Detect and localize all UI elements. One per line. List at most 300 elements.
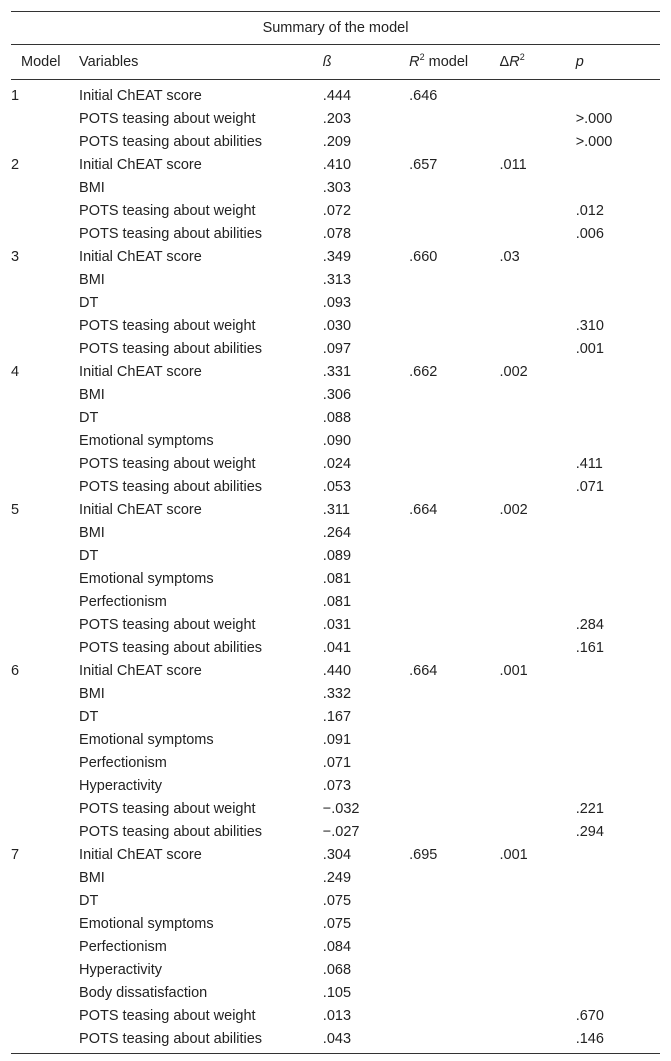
cell-beta: .440 xyxy=(322,662,352,679)
cell-variable: Perfectionism xyxy=(79,593,167,610)
cell-variable: POTS teasing about weight xyxy=(79,317,256,334)
table-row xyxy=(11,728,660,751)
cell-variable: Hyperactivity xyxy=(79,777,163,794)
cell-model xyxy=(11,682,79,705)
cell-p xyxy=(576,981,660,1004)
cell-r2-model: .660 xyxy=(409,248,438,265)
table-row xyxy=(11,452,660,475)
table-row xyxy=(11,383,660,406)
cell-variable: POTS teasing about weight xyxy=(79,455,256,472)
cell-p xyxy=(576,383,660,406)
cell-beta: .078 xyxy=(322,225,352,242)
cell-beta: .097 xyxy=(322,340,352,357)
cell-delta-r2 xyxy=(500,475,576,498)
cell-variable: Initial ChEAT score xyxy=(79,846,202,863)
cell-p: .012 xyxy=(575,202,604,219)
table-row xyxy=(11,199,660,222)
cell-beta: .313 xyxy=(322,271,352,288)
cell-beta: .089 xyxy=(322,547,352,564)
cell-r2-model xyxy=(409,705,499,728)
cell-variable: Emotional symptoms xyxy=(79,731,214,748)
cell-p xyxy=(576,176,660,199)
cell-delta-r2 xyxy=(500,636,576,659)
cell-delta-r2 xyxy=(500,406,576,429)
cell-p xyxy=(576,682,660,705)
cell-delta-r2 xyxy=(500,889,576,912)
cell-model xyxy=(11,912,79,935)
cell-p xyxy=(576,659,660,682)
cell-model xyxy=(11,981,79,1004)
cell-model: 4 xyxy=(11,363,20,380)
cell-beta: .264 xyxy=(322,524,352,541)
cell-p xyxy=(576,567,660,590)
cell-p: >.000 xyxy=(575,133,613,150)
cell-variable: BMI xyxy=(79,524,105,541)
cell-model xyxy=(11,935,79,958)
table-row xyxy=(11,130,660,153)
cell-variable: Emotional symptoms xyxy=(79,432,214,449)
cell-model: 7 xyxy=(11,846,20,863)
header-beta xyxy=(323,45,409,80)
table-row xyxy=(11,682,660,705)
cell-beta: .071 xyxy=(322,754,352,771)
cell-variable: Initial ChEAT score xyxy=(79,662,202,679)
cell-variable: POTS teasing about abilities xyxy=(79,823,263,840)
cell-beta: .331 xyxy=(322,363,352,380)
cell-r2-model xyxy=(409,107,499,130)
header-p-letter: p xyxy=(575,54,584,70)
cell-variable: BMI xyxy=(79,271,105,288)
table-row xyxy=(11,774,660,797)
cell-delta-r2 xyxy=(500,682,576,705)
cell-r2-model xyxy=(409,613,499,636)
cell-r2-model xyxy=(409,1004,499,1027)
cell-p: .006 xyxy=(575,225,604,242)
cell-r2-model xyxy=(409,314,499,337)
cell-r2-model xyxy=(409,567,499,590)
cell-delta-r2: .002 xyxy=(499,501,528,518)
cell-model xyxy=(11,521,79,544)
cell-r2-model: .695 xyxy=(409,846,438,863)
cell-beta: .444 xyxy=(322,87,352,104)
cell-delta-r2 xyxy=(500,199,576,222)
cell-model xyxy=(11,475,79,498)
cell-variable: BMI xyxy=(79,386,105,403)
table-row xyxy=(11,475,660,498)
table-row xyxy=(11,80,660,108)
cell-beta: −.027 xyxy=(322,823,360,840)
table-row xyxy=(11,705,660,728)
cell-delta-r2 xyxy=(500,751,576,774)
cell-p: .146 xyxy=(576,1027,660,1054)
cell-r2-model xyxy=(409,797,499,820)
cell-r2-model xyxy=(409,1027,499,1054)
cell-p xyxy=(576,153,660,176)
cell-p: .221 xyxy=(575,800,604,817)
table-row xyxy=(11,797,660,820)
cell-model xyxy=(11,774,79,797)
cell-p xyxy=(576,245,660,268)
cell-delta-r2 xyxy=(500,981,576,1004)
cell-p xyxy=(576,866,660,889)
cell-model xyxy=(11,1027,79,1054)
table-header-row xyxy=(11,45,660,80)
cell-p xyxy=(576,544,660,567)
cell-model xyxy=(11,889,79,912)
cell-model xyxy=(11,406,79,429)
cell-model xyxy=(11,728,79,751)
cell-delta-r2 xyxy=(500,80,576,108)
cell-delta-r2 xyxy=(500,107,576,130)
cell-r2-model xyxy=(409,935,499,958)
cell-r2-model xyxy=(409,130,499,153)
cell-variable: Initial ChEAT score xyxy=(79,248,202,265)
table-row xyxy=(11,498,660,521)
cell-model xyxy=(11,797,79,820)
cell-model xyxy=(11,636,79,659)
cell-model xyxy=(11,590,79,613)
cell-delta-r2 xyxy=(500,130,576,153)
table-row xyxy=(11,314,660,337)
cell-model xyxy=(11,199,79,222)
model-summary-table-container xyxy=(11,11,660,1054)
cell-r2-model xyxy=(409,176,499,199)
cell-p xyxy=(576,521,660,544)
cell-beta: .081 xyxy=(322,570,352,587)
cell-delta-r2 xyxy=(500,820,576,843)
cell-beta: .088 xyxy=(322,409,352,426)
cell-delta-r2 xyxy=(500,222,576,245)
table-row xyxy=(11,268,660,291)
cell-model xyxy=(11,291,79,314)
table-row xyxy=(11,613,660,636)
cell-variable: Perfectionism xyxy=(79,754,167,771)
cell-delta-r2 xyxy=(500,1004,576,1027)
cell-delta-r2 xyxy=(500,567,576,590)
cell-variable: POTS teasing about abilities xyxy=(79,639,263,656)
cell-variable: POTS teasing about weight xyxy=(79,110,256,127)
cell-beta: .410 xyxy=(322,156,352,173)
cell-beta: .053 xyxy=(322,478,352,495)
cell-variable: BMI xyxy=(79,685,105,702)
cell-delta-r2: .001 xyxy=(499,662,528,679)
cell-r2-model xyxy=(409,383,499,406)
cell-variable: DT xyxy=(79,892,99,909)
cell-delta-r2 xyxy=(500,774,576,797)
table-row xyxy=(11,245,660,268)
cell-variable: Emotional symptoms xyxy=(79,570,214,587)
table-caption-row xyxy=(11,12,660,45)
cell-variable: POTS teasing about weight xyxy=(79,1007,256,1024)
cell-model xyxy=(11,337,79,360)
cell-model: 3 xyxy=(11,248,20,265)
table-row xyxy=(11,544,660,567)
cell-p: .284 xyxy=(575,616,604,633)
cell-delta-r2 xyxy=(500,705,576,728)
cell-p xyxy=(576,705,660,728)
cell-delta-r2: .001 xyxy=(499,846,528,863)
cell-model: 5 xyxy=(11,501,20,518)
cell-delta-r2 xyxy=(500,590,576,613)
cell-model xyxy=(11,751,79,774)
header-r2-letter: R xyxy=(409,54,420,70)
cell-variable: POTS teasing about weight xyxy=(79,202,256,219)
cell-delta-r2 xyxy=(500,958,576,981)
cell-beta: .068 xyxy=(322,961,352,978)
header-r2-superscript: 2 xyxy=(419,52,425,63)
cell-variable: Initial ChEAT score xyxy=(79,156,202,173)
cell-model xyxy=(11,383,79,406)
cell-beta: .303 xyxy=(322,179,352,196)
cell-r2-model xyxy=(409,728,499,751)
cell-r2-model xyxy=(409,889,499,912)
cell-delta-r2 xyxy=(500,521,576,544)
cell-variable: POTS teasing about abilities xyxy=(79,1027,323,1054)
cell-r2-model xyxy=(409,521,499,544)
cell-r2-model xyxy=(409,475,499,498)
cell-model xyxy=(11,820,79,843)
cell-beta: .073 xyxy=(322,777,352,794)
cell-delta-r2 xyxy=(500,1027,576,1054)
cell-model: 6 xyxy=(11,662,20,679)
table-row xyxy=(11,751,660,774)
cell-beta: .093 xyxy=(322,294,352,311)
table-row xyxy=(11,843,660,866)
cell-r2-model xyxy=(409,682,499,705)
cell-p xyxy=(576,751,660,774)
cell-r2-model: .646 xyxy=(409,87,438,104)
cell-r2-model xyxy=(409,544,499,567)
table-caption: Summary of the model xyxy=(11,12,660,45)
cell-p xyxy=(576,268,660,291)
cell-p: .071 xyxy=(575,478,604,495)
cell-model xyxy=(11,567,79,590)
cell-delta-r2: .002 xyxy=(499,363,528,380)
cell-beta: .304 xyxy=(322,846,352,863)
cell-variable: POTS teasing about abilities xyxy=(79,133,263,150)
cell-variable: Emotional symptoms xyxy=(79,915,214,932)
cell-r2-model xyxy=(409,337,499,360)
cell-variable: DT xyxy=(79,708,99,725)
cell-r2-model xyxy=(409,429,499,452)
cell-delta-r2 xyxy=(500,337,576,360)
cell-r2-model xyxy=(409,958,499,981)
table-row xyxy=(11,429,660,452)
cell-model xyxy=(11,268,79,291)
cell-p xyxy=(576,958,660,981)
header-delta-r-letter: R xyxy=(509,54,520,70)
cell-r2-model xyxy=(409,268,499,291)
cell-beta: .030 xyxy=(322,317,352,334)
cell-beta: .024 xyxy=(322,455,352,472)
header-delta-r2 xyxy=(500,45,576,80)
cell-model xyxy=(11,429,79,452)
table-row xyxy=(11,521,660,544)
cell-delta-r2 xyxy=(500,912,576,935)
cell-variable: POTS teasing about abilities xyxy=(79,225,263,242)
cell-beta: .013 xyxy=(322,1007,352,1024)
cell-r2-model xyxy=(409,866,499,889)
table-row xyxy=(11,222,660,245)
cell-p xyxy=(576,912,660,935)
cell-p: .161 xyxy=(575,639,604,656)
table-row xyxy=(11,153,660,176)
cell-variable: BMI xyxy=(79,869,105,886)
cell-beta: .084 xyxy=(322,938,352,955)
cell-variable: DT xyxy=(79,409,99,426)
cell-variable: Initial ChEAT score xyxy=(79,363,202,380)
cell-variable: BMI xyxy=(79,179,105,196)
table-row xyxy=(11,406,660,429)
cell-p xyxy=(576,498,660,521)
cell-variable: Initial ChEAT score xyxy=(79,501,202,518)
table-row xyxy=(11,1027,660,1054)
cell-delta-r2 xyxy=(500,797,576,820)
cell-p: .411 xyxy=(575,455,603,472)
cell-r2-model xyxy=(409,199,499,222)
cell-model xyxy=(11,222,79,245)
cell-beta: .332 xyxy=(322,685,352,702)
header-beta-symbol: ß xyxy=(322,54,332,70)
cell-variable: POTS teasing about weight xyxy=(79,800,256,817)
header-p xyxy=(576,45,660,80)
cell-variable: Initial ChEAT score xyxy=(79,87,202,104)
cell-beta: .167 xyxy=(322,708,352,725)
table-row xyxy=(11,176,660,199)
cell-delta-r2 xyxy=(500,866,576,889)
cell-beta: .043 xyxy=(323,1027,409,1054)
cell-r2-model xyxy=(409,820,499,843)
cell-p: .310 xyxy=(575,317,604,334)
header-r2-suffix: model xyxy=(424,54,469,70)
cell-model xyxy=(11,314,79,337)
cell-model xyxy=(11,958,79,981)
cell-delta-r2 xyxy=(500,728,576,751)
cell-delta-r2 xyxy=(500,544,576,567)
cell-p xyxy=(576,728,660,751)
cell-r2-model xyxy=(409,406,499,429)
cell-variable: Perfectionism xyxy=(79,938,167,955)
cell-variable: POTS teasing about abilities xyxy=(79,478,263,495)
cell-variable: POTS teasing about abilities xyxy=(79,340,263,357)
table-row xyxy=(11,958,660,981)
cell-delta-r2 xyxy=(500,613,576,636)
cell-variable: POTS teasing about weight xyxy=(79,616,256,633)
cell-p xyxy=(576,843,660,866)
cell-r2-model xyxy=(409,590,499,613)
cell-r2-model xyxy=(409,291,499,314)
cell-beta: .090 xyxy=(322,432,352,449)
cell-r2-model: .662 xyxy=(409,363,438,380)
cell-model xyxy=(11,452,79,475)
cell-beta: .081 xyxy=(322,593,352,610)
table-row xyxy=(11,107,660,130)
cell-delta-r2: .03 xyxy=(499,248,520,265)
cell-delta-r2 xyxy=(500,429,576,452)
header-r2-model xyxy=(409,45,499,80)
cell-r2-model xyxy=(409,636,499,659)
cell-r2-model xyxy=(409,452,499,475)
cell-r2-model: .664 xyxy=(409,501,438,518)
cell-beta: .075 xyxy=(322,892,352,909)
table-row xyxy=(11,590,660,613)
cell-delta-r2 xyxy=(500,935,576,958)
cell-delta-r2 xyxy=(500,176,576,199)
header-variables: Variables xyxy=(79,45,323,80)
cell-p: .294 xyxy=(575,823,604,840)
cell-delta-r2: .011 xyxy=(499,156,527,173)
cell-p: .001 xyxy=(575,340,604,357)
cell-beta: .349 xyxy=(322,248,352,265)
cell-model xyxy=(11,1004,79,1027)
cell-beta: .306 xyxy=(322,386,352,403)
model-summary-table xyxy=(11,11,660,1054)
cell-beta: .209 xyxy=(322,133,352,150)
cell-beta: −.032 xyxy=(322,800,360,817)
header-delta-symbol: Δ xyxy=(499,54,510,70)
cell-beta: .203 xyxy=(322,110,352,127)
cell-beta: .249 xyxy=(322,869,352,886)
cell-p xyxy=(576,935,660,958)
table-row xyxy=(11,912,660,935)
cell-model xyxy=(11,705,79,728)
cell-model xyxy=(11,544,79,567)
cell-r2-model xyxy=(409,981,499,1004)
cell-model xyxy=(11,176,79,199)
table-row xyxy=(11,291,660,314)
cell-p xyxy=(576,774,660,797)
cell-p xyxy=(576,291,660,314)
cell-delta-r2 xyxy=(500,291,576,314)
table-row xyxy=(11,659,660,682)
cell-beta: .091 xyxy=(322,731,352,748)
table-row xyxy=(11,567,660,590)
table-row xyxy=(11,1004,660,1027)
cell-beta: .311 xyxy=(322,501,350,518)
cell-variable: Body dissatisfaction xyxy=(79,984,208,1001)
cell-model xyxy=(11,107,79,130)
table-row xyxy=(11,360,660,383)
table-row xyxy=(11,889,660,912)
cell-beta: .041 xyxy=(322,639,352,656)
cell-r2-model xyxy=(409,751,499,774)
cell-beta: .031 xyxy=(322,616,352,633)
table-row xyxy=(11,866,660,889)
table-row xyxy=(11,981,660,1004)
table-row xyxy=(11,820,660,843)
cell-r2-model: .657 xyxy=(409,156,438,173)
cell-r2-model xyxy=(409,912,499,935)
cell-r2-model xyxy=(409,774,499,797)
cell-model xyxy=(11,613,79,636)
cell-p xyxy=(576,889,660,912)
cell-delta-r2 xyxy=(500,314,576,337)
cell-p xyxy=(576,429,660,452)
cell-beta: .075 xyxy=(322,915,352,932)
table-row xyxy=(11,337,660,360)
header-delta-superscript: 2 xyxy=(519,52,525,63)
cell-model xyxy=(11,866,79,889)
cell-p: .670 xyxy=(575,1007,604,1024)
cell-model xyxy=(11,130,79,153)
cell-variable: DT xyxy=(79,547,99,564)
cell-beta: .105 xyxy=(322,984,352,1001)
cell-beta: .072 xyxy=(322,202,352,219)
cell-p xyxy=(576,360,660,383)
cell-p: >.000 xyxy=(575,110,613,127)
cell-variable: Hyperactivity xyxy=(79,961,163,978)
cell-r2-model: .664 xyxy=(409,662,438,679)
